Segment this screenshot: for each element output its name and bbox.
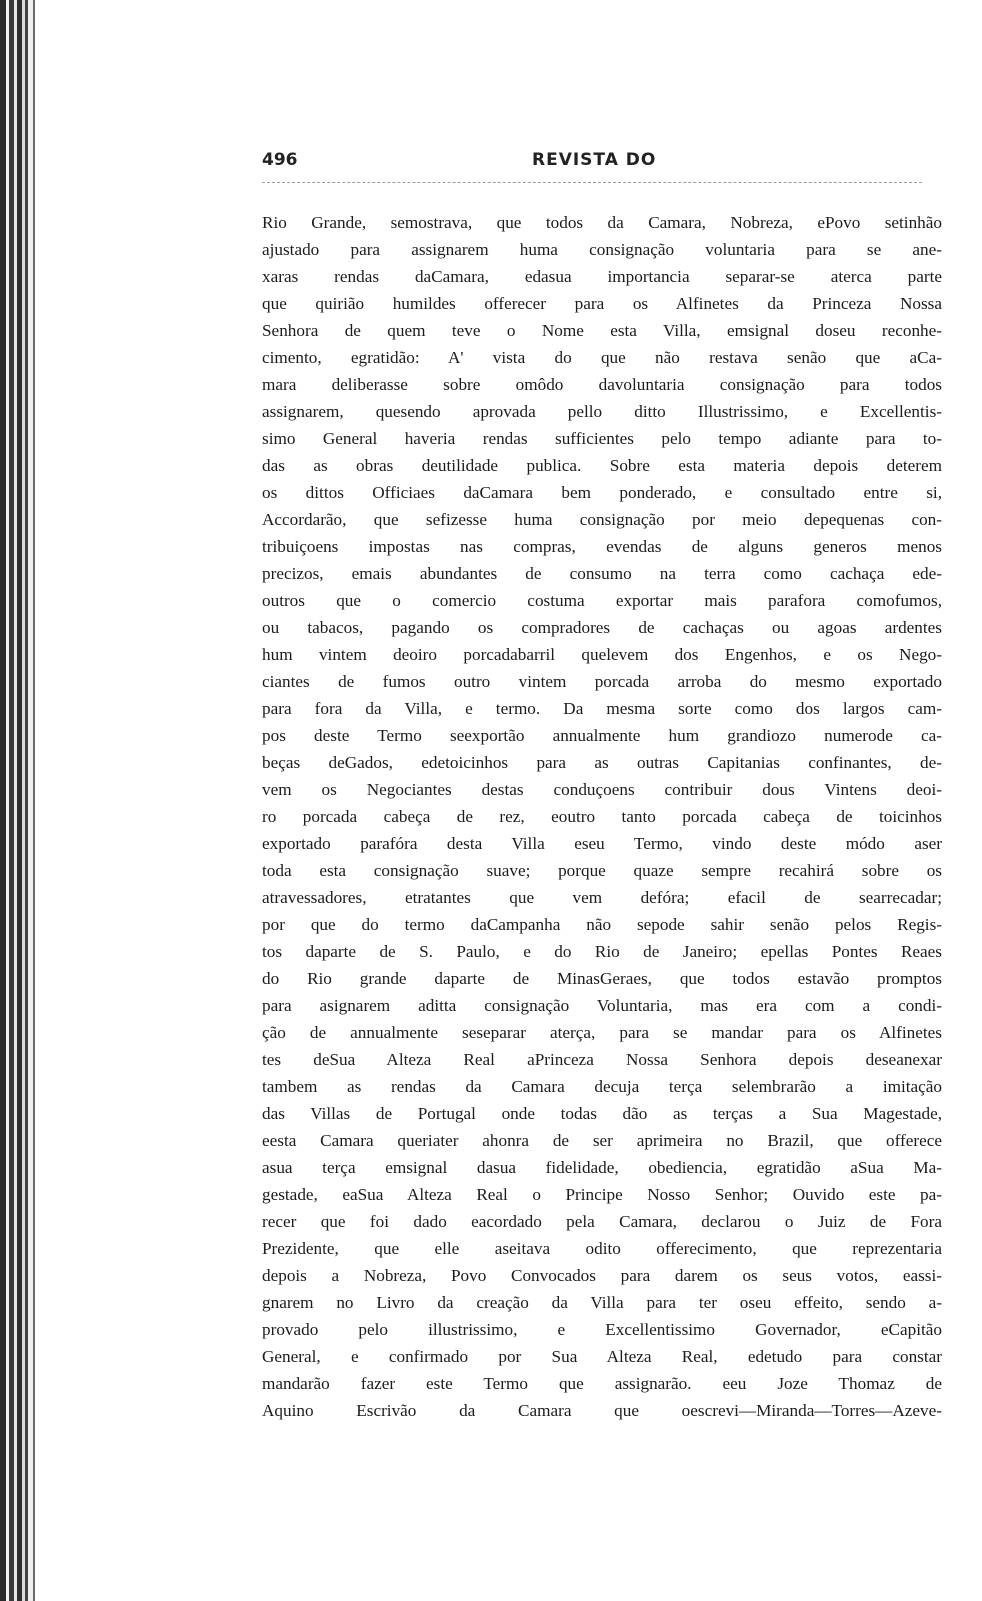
- text-line: provado pelo illustrissimo, e Excellentissimo Governador, eCapitão: [262, 1320, 942, 1339]
- text-line: mara deliberasse sobre omôdo davoluntaria consignação para todos: [262, 375, 942, 394]
- text-line: ciantes de fumos outro vintem porcada arroba do mesmo exportado: [262, 672, 942, 691]
- text-line: gnarem no Livro da creação da Villa para ter oseu effeito, sendo a-: [262, 1293, 942, 1312]
- text-line: tos daparte de S. Paulo, e do Rio de Janeiro; epellas Pontes Reaes: [262, 942, 942, 961]
- text-line: Prezidente, que elle aseitava odito offerecimento, que reprezentaria: [262, 1239, 942, 1258]
- text-line: para asignarem aditta consignação Voluntaria, mas era com a condi-: [262, 996, 942, 1015]
- text-line: toda esta consignação suave; porque quaze sempre recahirá sobre os: [262, 861, 942, 880]
- text-line: tribuiçoens impostas nas compras, evendas de alguns generos menos: [262, 537, 942, 556]
- text-line: exportado parafóra desta Villa eseu Termo, vindo deste módo aser: [262, 834, 942, 853]
- text-line: ajustado para assignarem huma consignação voluntaria para se ane-: [262, 240, 942, 259]
- text-line: para fora da Villa, e termo. Da mesma sorte como dos largos cam-: [262, 699, 942, 718]
- text-line: tambem as rendas da Camara decuja terça selembrarão a imitação: [262, 1077, 942, 1096]
- body-text: [262, 209, 942, 1424]
- text-line: os dittos Officiaes daCamara bem ponderado, e consultado entre si,: [262, 483, 942, 502]
- text-line: depois a Nobreza, Povo Convocados para darem os seus votos, eassi-: [262, 1266, 942, 1285]
- page-header: [262, 150, 942, 180]
- text-line: do Rio grande daparte de MinasGeraes, que todos estavão promptos: [262, 969, 942, 988]
- text-line: gestade, eaSua Alteza Real o Principe Nosso Senhor; Ouvido este pa-: [262, 1185, 942, 1204]
- text-line: hum vintem deoiro porcadabarril quelevem dos Engenhos, e os Nego-: [262, 645, 942, 664]
- text-line: cimento, egratidão: A' vista do que não restava senão que aCa-: [262, 348, 942, 367]
- text-line: recer que foi dado eacordado pela Camara, declarou o Juiz de Fora: [262, 1212, 942, 1231]
- text-line: Senhora de quem teve o Nome esta Villa, emsignal doseu reconhe-: [262, 321, 942, 340]
- text-line: atravessadores, etratantes que vem defóra; efacil de searrecadar;: [262, 888, 942, 907]
- text-line: vem os Negociantes destas conduçoens contribuir dous Vintens deoi-: [262, 780, 942, 799]
- header-rule: [262, 182, 922, 183]
- text-line: Aquino Escrivão da Camara que oescrevi—Miranda—Torres—Azeve-: [262, 1401, 942, 1420]
- text-line: outros que o comercio costuma exportar mais parafora comofumos,: [262, 591, 942, 610]
- page-number: 496: [262, 150, 298, 170]
- text-line: das Villas de Portugal onde todas dão as terças a Sua Magestade,: [262, 1104, 942, 1123]
- document-page: [262, 150, 942, 1424]
- running-head: REVISTA DO: [532, 150, 657, 170]
- text-line: precizos, emais abundantes de consumo na terra como cachaça ede-: [262, 564, 942, 583]
- text-line: beças deGados, edetoicinhos para as outras Capitanias confinantes, de-: [262, 753, 942, 772]
- text-line: ro porcada cabeça de rez, eoutro tanto porcada cabeça de toicinhos: [262, 807, 942, 826]
- text-line: simo General haveria rendas sufficientes pelo tempo adiante para to-: [262, 429, 942, 448]
- text-line: por que do termo daCampanha não sepode sahir senão pelos Regis-: [262, 915, 942, 934]
- text-line: assignarem, quesendo aprovada pello ditto Illustrissimo, e Excellentis-: [262, 402, 942, 421]
- text-line: ou tabacos, pagando os compradores de cachaças ou agoas ardentes: [262, 618, 942, 637]
- text-line: mandarão fazer este Termo que assignarão. eeu Joze Thomaz de: [262, 1374, 942, 1393]
- text-line: General, e confirmado por Sua Alteza Real, edetudo para constar: [262, 1347, 942, 1366]
- text-line: pos deste Termo seexportão annualmente hum grandiozo numerode ca-: [262, 726, 942, 745]
- text-line: asua terça emsignal dasua fidelidade, obediencia, egratidão aSua Ma-: [262, 1158, 942, 1177]
- text-line: tes deSua Alteza Real aPrinceza Nossa Senhora depois deseanexar: [262, 1050, 942, 1069]
- text-line: ção de annualmente seseparar aterça, para se mandar para os Alfinetes: [262, 1023, 942, 1042]
- text-line: Accordarão, que sefizesse huma consignação por meio depequenas con-: [262, 510, 942, 529]
- text-line: eesta Camara queriater ahonra de ser aprimeira no Brazil, que offerece: [262, 1131, 942, 1150]
- text-line: das as obras deutilidade publica. Sobre esta materia depois deterem: [262, 456, 942, 475]
- book-binding-edge: [0, 0, 40, 1601]
- text-line: xaras rendas daCamara, edasua importancia separar-se aterca parte: [262, 267, 942, 286]
- text-line: que quirião humildes offerecer para os Alfinetes da Princeza Nossa: [262, 294, 942, 313]
- text-line: Rio Grande, semostrava, que todos da Camara, Nobreza, ePovo setinhão: [262, 213, 942, 232]
